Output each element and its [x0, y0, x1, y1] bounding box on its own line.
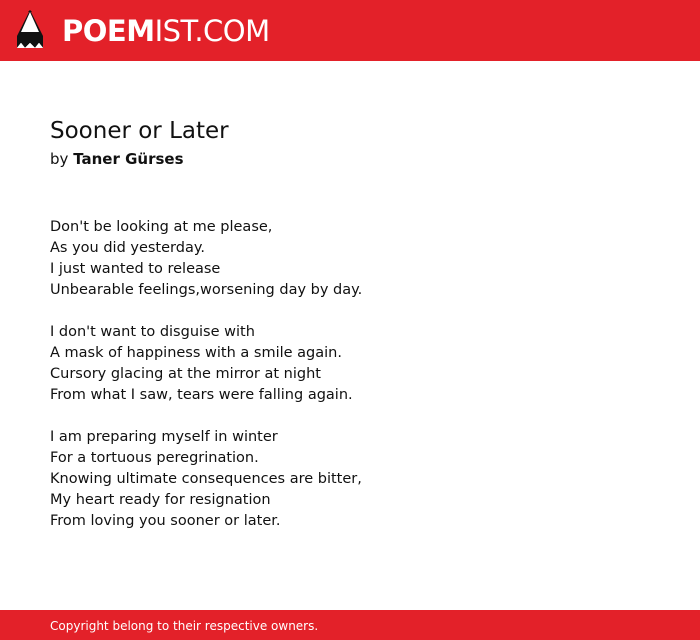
- poem-line: Don't be looking at me please,: [50, 219, 273, 235]
- poem-line: Cursory glacing at the mirror at night: [50, 366, 321, 382]
- poem-line: A mask of happiness with a smile again.: [50, 345, 342, 361]
- site-logo-link[interactable]: [17, 10, 270, 52]
- poem-line: From what I saw, tears were falling again.: [50, 387, 353, 403]
- stanza: [50, 427, 650, 532]
- stanza: [50, 322, 650, 406]
- poem-line: From loving you sooner or later.: [50, 513, 281, 529]
- site-footer: [0, 610, 700, 640]
- logo-light-part: IST.COM: [154, 14, 270, 48]
- pencil-icon: [17, 10, 43, 52]
- poem-line: As you did yesterday.: [50, 240, 205, 256]
- poem-line: Unbearable feelings,worsening day by day.: [50, 282, 363, 298]
- by-label: by: [50, 150, 69, 168]
- poem-line: My heart ready for resignation: [50, 492, 271, 508]
- copyright-text: Copyright belong to their respective owners.: [50, 619, 319, 633]
- logo-bold-part: POEM: [62, 14, 155, 48]
- site-header: [0, 0, 700, 61]
- poem-line: I don't want to disguise with: [50, 324, 255, 340]
- poem-content: [50, 115, 650, 553]
- author-line: [50, 149, 650, 169]
- poem-line: I am preparing myself in winter: [50, 429, 278, 445]
- poem-title: Sooner or Later: [50, 118, 229, 144]
- site-logo-text: [62, 13, 270, 49]
- poem-line: For a tortuous peregrination.: [50, 450, 259, 466]
- poem-body: [50, 217, 650, 532]
- poem-line: I just wanted to release: [50, 261, 221, 277]
- stanza: [50, 217, 650, 301]
- author-name: Taner Gürses: [73, 150, 184, 168]
- poem-line: Knowing ultimate consequences are bitter,: [50, 471, 362, 487]
